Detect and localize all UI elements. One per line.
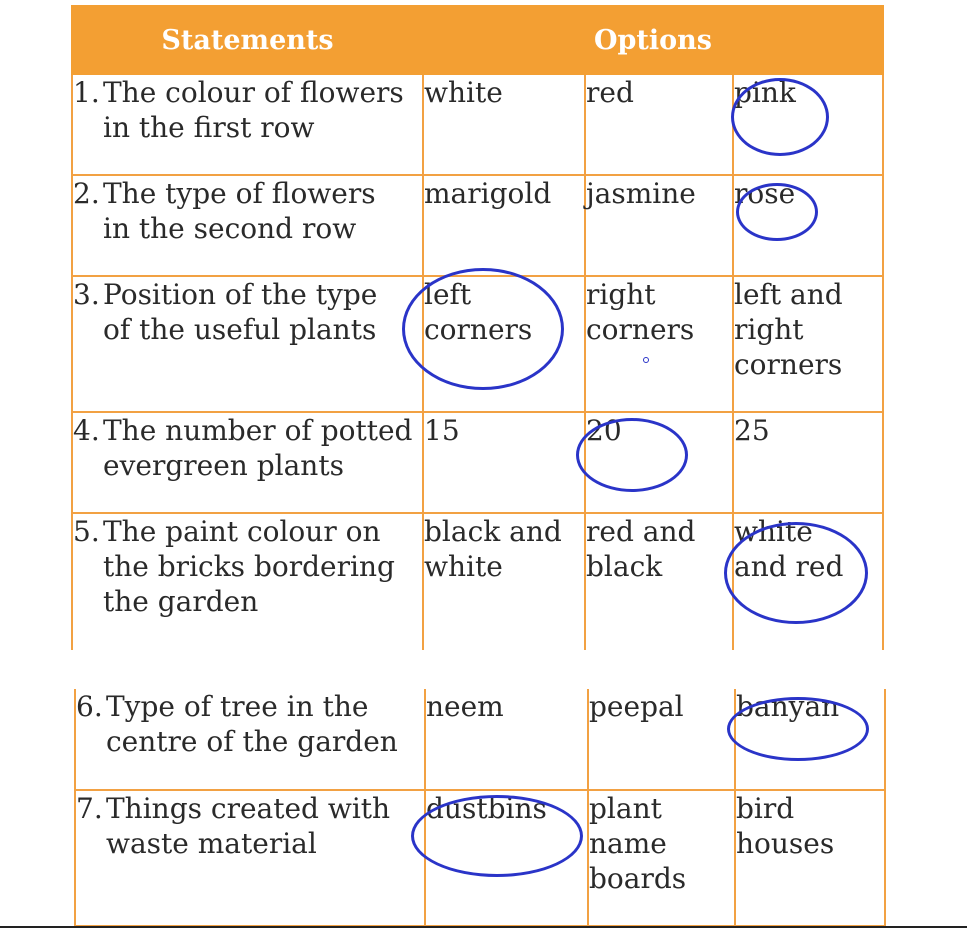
option-cell: 20 [585,412,733,513]
option-cell: pink [733,74,883,175]
option-line: black [586,550,663,583]
option-cell: peepal [588,689,735,790]
table-row [75,689,885,790]
table-row [72,412,883,513]
option-line: and red [734,550,844,583]
statement-text: The paint colour on [103,515,381,548]
statement-text-cont: in the second row [103,212,357,245]
option-cell: 25 [733,412,883,513]
statement-text: Things created with [106,792,391,825]
option-cell [733,513,883,650]
option-line: houses [736,827,835,860]
statement-text-cont: of the useful plants [103,313,377,346]
option-cell [733,276,883,412]
statement-number: 5. [73,515,100,548]
statement-text-cont: evergreen plants [103,449,344,482]
option-cell: rose [733,175,883,276]
option-cell [588,790,735,926]
worksheet-table-part-1 [71,5,884,650]
worksheet-table-part-2 [74,689,886,927]
statement-number: 7. [76,792,103,825]
statement-text-cont: waste material [106,827,317,860]
option-cell [735,790,885,926]
page-bottom-rule [0,926,967,928]
statement-cell [75,689,425,790]
statement-cell [72,276,423,412]
statement-cell [72,74,423,175]
option-cell: 15 [423,412,585,513]
option-line: corners [734,348,843,381]
statement-cell [72,513,423,650]
option-line: left and [734,278,843,311]
statement-text: The colour of flowers [103,76,404,109]
option-cell: marigold [423,175,585,276]
option-cell: neem [425,689,588,790]
table-header-row [72,6,883,74]
option-cell: jasmine [585,175,733,276]
option-line: corners [424,313,533,346]
statement-number: 3. [73,278,100,311]
statement-number: 6. [76,690,103,723]
option-line: boards [589,862,687,895]
option-cell [423,276,585,412]
option-line: white [424,550,503,583]
statement-cell [75,790,425,926]
option-line: corners [586,313,695,346]
table-row [75,790,885,926]
statement-text-cont: in the first row [103,111,315,144]
statement-text-cont: the garden [103,585,259,618]
statement-text: The type of flowers [103,177,376,210]
option-line: black and [424,515,562,548]
option-line: right [586,278,656,311]
option-line: left [424,278,472,311]
statement-text-cont: centre of the garden [106,725,398,758]
option-line: name [589,827,667,860]
statement-number: 4. [73,414,100,447]
table-row [72,74,883,175]
header-statements: Statements [72,6,423,74]
option-cell [585,276,733,412]
option-line: white [734,515,813,548]
statement-cell [72,412,423,513]
statement-cell [72,175,423,276]
statement-number: 2. [73,177,100,210]
option-line: right [734,313,804,346]
option-line: red and [586,515,696,548]
statement-text: The number of potted [103,414,413,447]
option-cell: white [423,74,585,175]
statement-number: 1. [73,76,100,109]
option-line: plant [589,792,662,825]
statement-text-cont: the bricks bordering [103,550,395,583]
statement-text: Type of tree in the [106,690,369,723]
option-cell: red [585,74,733,175]
option-cell [423,513,585,650]
table-row [72,513,883,650]
table-row [72,276,883,412]
header-options: Options [423,6,883,74]
table-row [72,175,883,276]
pen-dot-mark [643,357,649,363]
option-cell: dustbins [425,790,588,926]
statement-text: Position of the type [103,278,378,311]
option-cell: banyan [735,689,885,790]
option-cell [585,513,733,650]
option-line: bird [736,792,795,825]
